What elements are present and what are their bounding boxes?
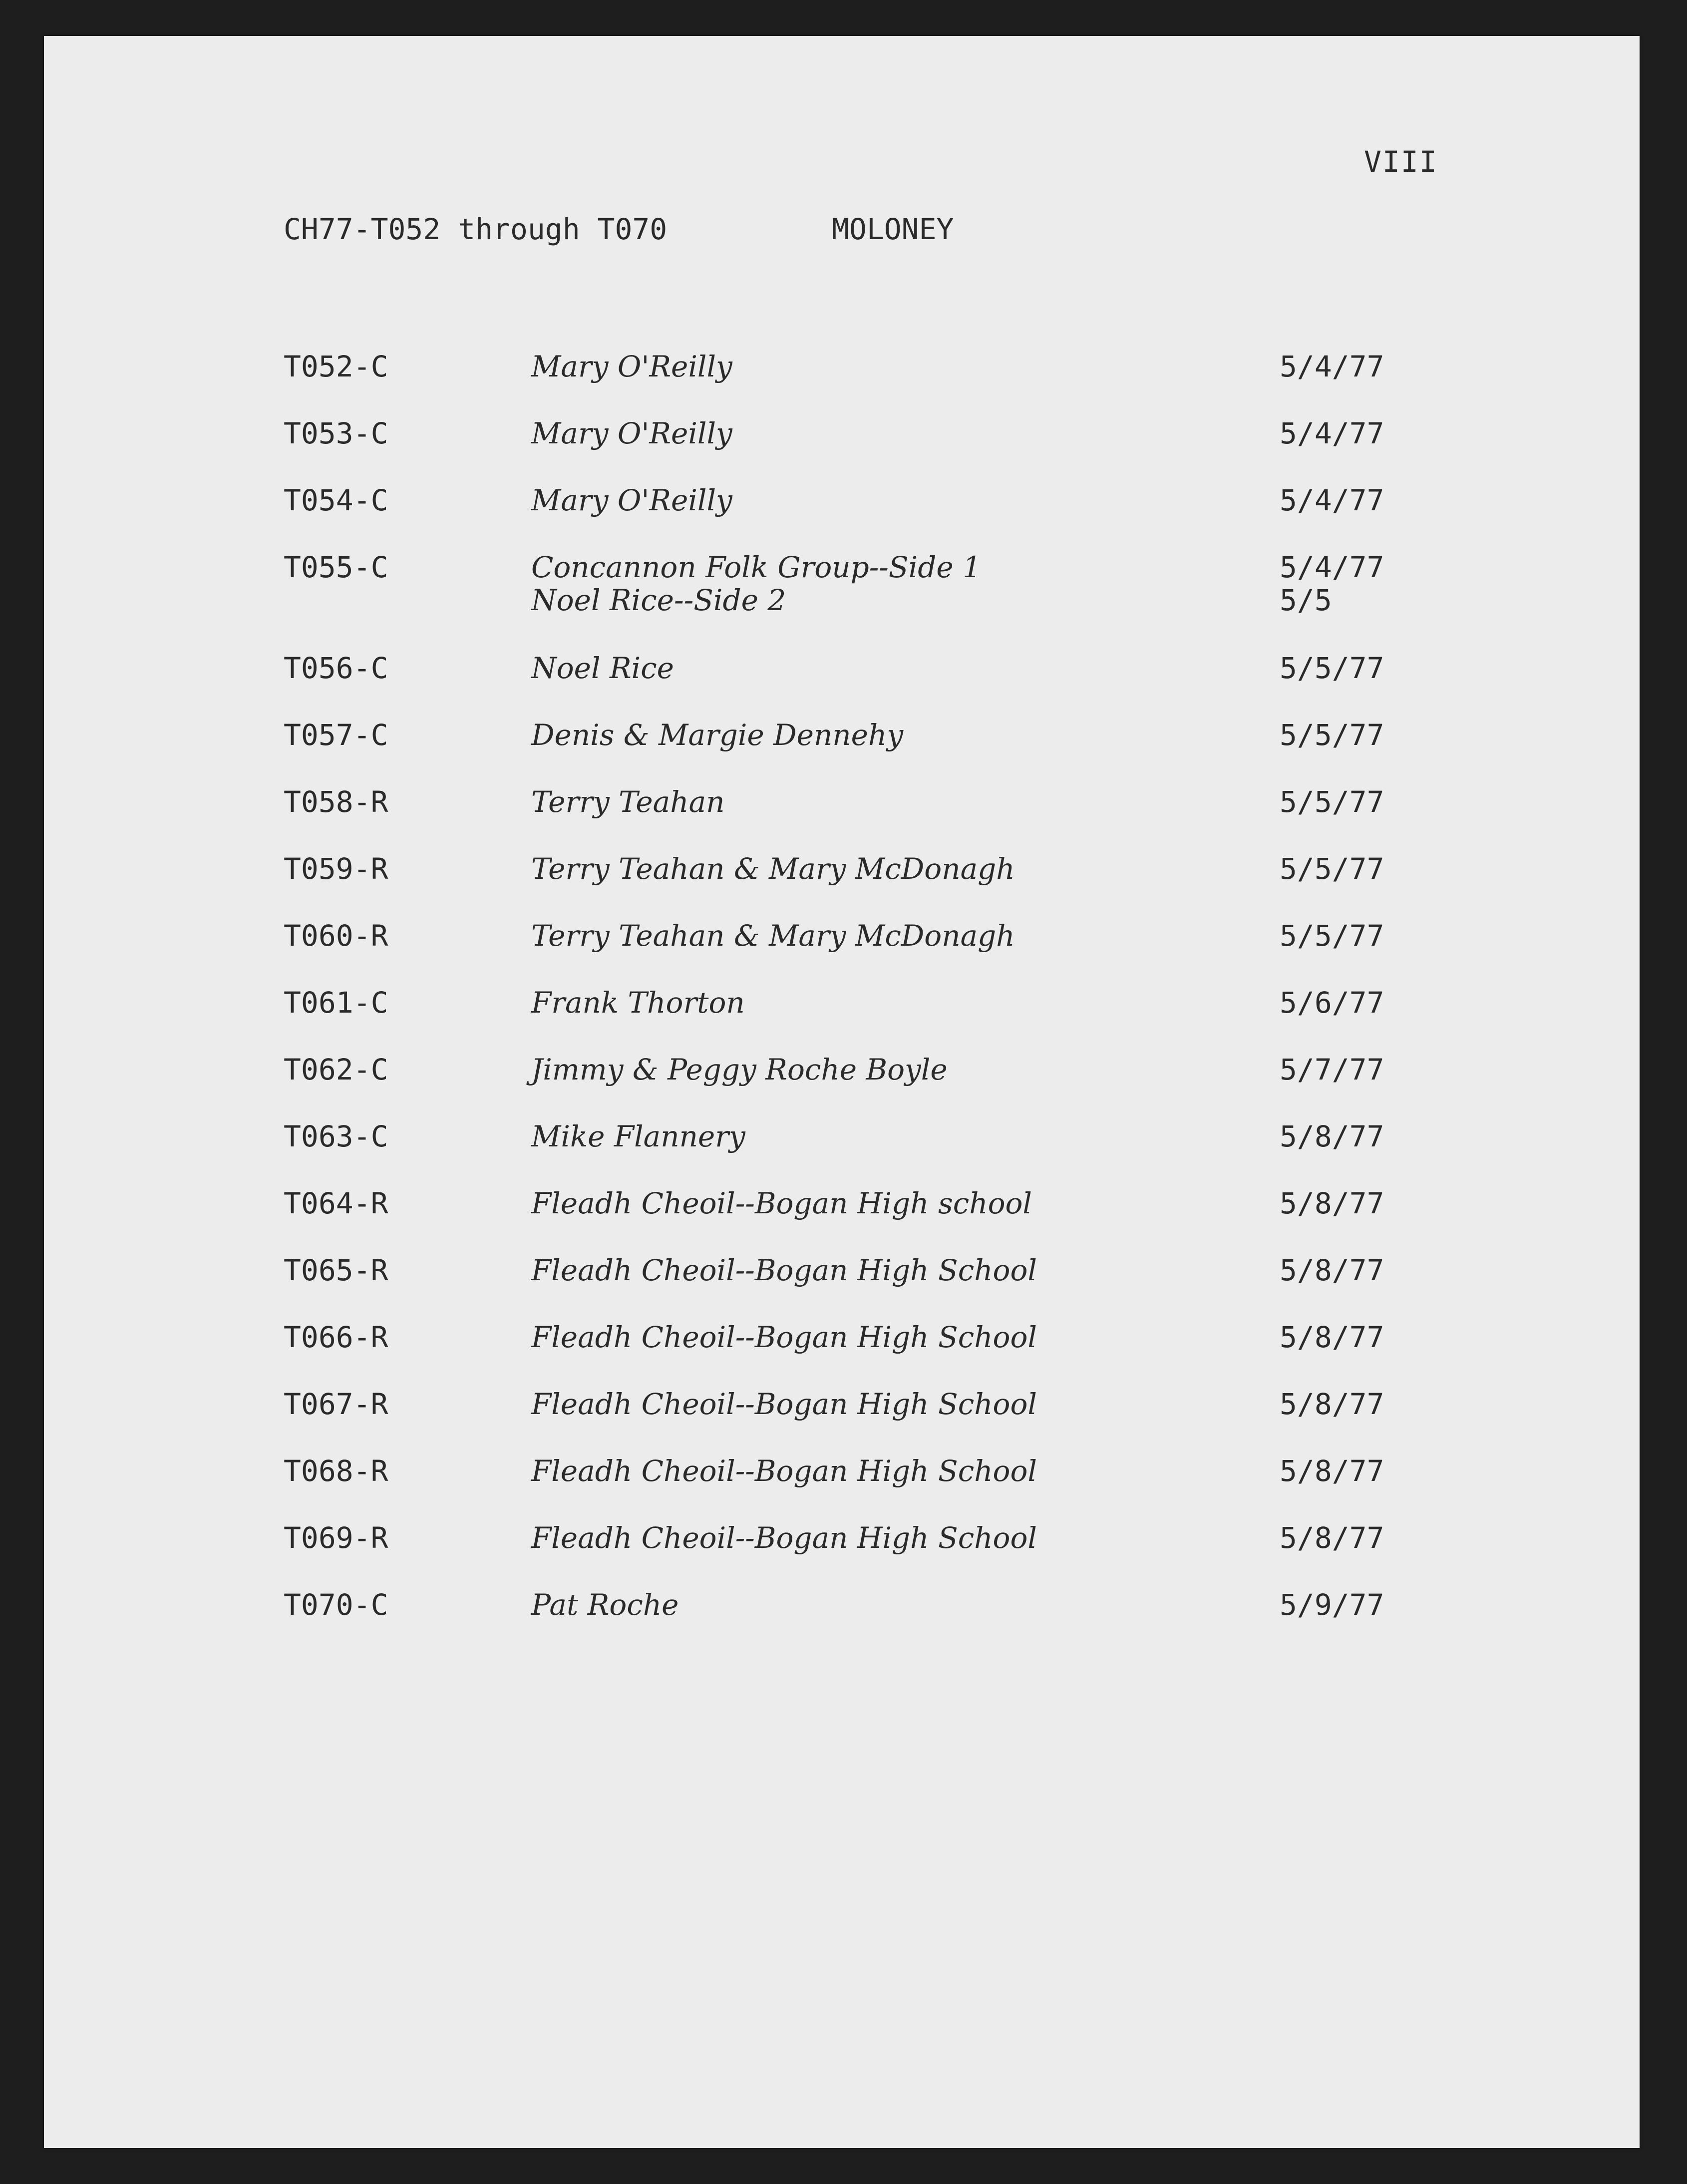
tape-id: T053-C [284,416,388,450]
list-item [44,785,1640,825]
document-page [44,36,1640,2148]
recording-date: 5/5/77 [1280,852,1384,886]
list-item [44,1320,1640,1360]
list-item [44,1521,1640,1561]
performer: Fleadh Cheoil--Bogan High School [531,1521,1037,1555]
list-item [44,1053,1640,1092]
performer: Mary O'Reilly [531,483,732,517]
performer: Pat Roche [531,1588,679,1622]
tape-id: T064-R [284,1186,388,1220]
recording-date: 5/8/77 [1280,1119,1384,1153]
recording-date: 5/9/77 [1280,1588,1384,1622]
list-item [44,1588,1640,1628]
performer: Mary O'Reilly [531,416,732,450]
performer: Mary O'Reilly [531,350,732,383]
performer: Fleadh Cheoil--Bogan High School [531,1320,1037,1354]
tape-id: T065-R [284,1253,388,1287]
performer: Fleadh Cheoil--Bogan High school [531,1186,1032,1220]
recording-date: 5/8/77 [1280,1387,1384,1421]
performer: Jimmy & Peggy Roche Boyle [531,1053,948,1087]
list-item [44,651,1640,691]
recording-date: 5/8/77 [1280,1320,1384,1354]
tape-id: T054-C [284,483,388,517]
page-number: VIII [1364,145,1438,179]
tape-id: T056-C [284,651,388,685]
list-item [44,718,1640,758]
tape-id: T062-C [284,1053,388,1087]
list-item [44,550,1640,620]
tape-id: T059-R [284,852,388,886]
recording-date: 5/5/77 [1280,718,1384,752]
list-item [44,919,1640,959]
list-item [44,1387,1640,1427]
tape-id: T057-C [284,718,388,752]
tape-id: T052-C [284,350,388,383]
performer: Denis & Margie Dennehy [531,718,904,752]
performer: Terry Teahan & Mary McDonagh [531,919,1015,953]
collector-name: MOLONEY [832,212,954,246]
list-item [44,1119,1640,1159]
recording-date: 5/4/77 [1280,416,1384,450]
recording-date: 5/4/77 [1280,550,1384,584]
performer: Concannon Folk Group--Side 1 [531,550,981,584]
tape-id: T070-C [284,1588,388,1622]
recording-date: 5/5/77 [1280,785,1384,819]
recording-date: 5/5/77 [1280,919,1384,953]
tape-id: T066-R [284,1320,388,1354]
recording-date: 5/8/77 [1280,1454,1384,1488]
recording-date-side-2: 5/5 [1280,583,1332,617]
recording-date: 5/8/77 [1280,1253,1384,1287]
performer-side-2: Noel Rice--Side 2 [531,583,786,617]
tape-id: T069-R [284,1521,388,1555]
collection-range: CH77-T052 through T070 [284,212,668,246]
recording-date: 5/8/77 [1280,1521,1384,1555]
recording-date: 5/5/77 [1280,651,1384,685]
recording-date: 5/4/77 [1280,483,1384,517]
tape-id: T067-R [284,1387,388,1421]
performer: Frank Thorton [531,986,745,1020]
list-item [44,852,1640,892]
tape-id: T061-C [284,986,388,1020]
performer: Terry Teahan [531,785,725,819]
list-item [44,350,1640,389]
list-item [44,483,1640,523]
performer: Fleadh Cheoil--Bogan High School [531,1253,1037,1287]
performer: Noel Rice [531,651,675,685]
tape-id: T060-R [284,919,388,953]
tape-id: T068-R [284,1454,388,1488]
recording-date: 5/4/77 [1280,350,1384,383]
list-item [44,1253,1640,1293]
list-item [44,1454,1640,1494]
performer: Mike Flannery [531,1119,745,1153]
list-item [44,1186,1640,1226]
performer: Fleadh Cheoil--Bogan High School [531,1454,1037,1488]
tape-id: T058-R [284,785,388,819]
performer: Terry Teahan & Mary McDonagh [531,852,1015,886]
tape-id: T063-C [284,1119,388,1153]
recording-date: 5/8/77 [1280,1186,1384,1220]
list-item [44,986,1640,1026]
recording-date: 5/7/77 [1280,1053,1384,1087]
performer: Fleadh Cheoil--Bogan High School [531,1387,1037,1421]
tape-id: T055-C [284,550,388,584]
recording-date: 5/6/77 [1280,986,1384,1020]
list-item [44,416,1640,456]
